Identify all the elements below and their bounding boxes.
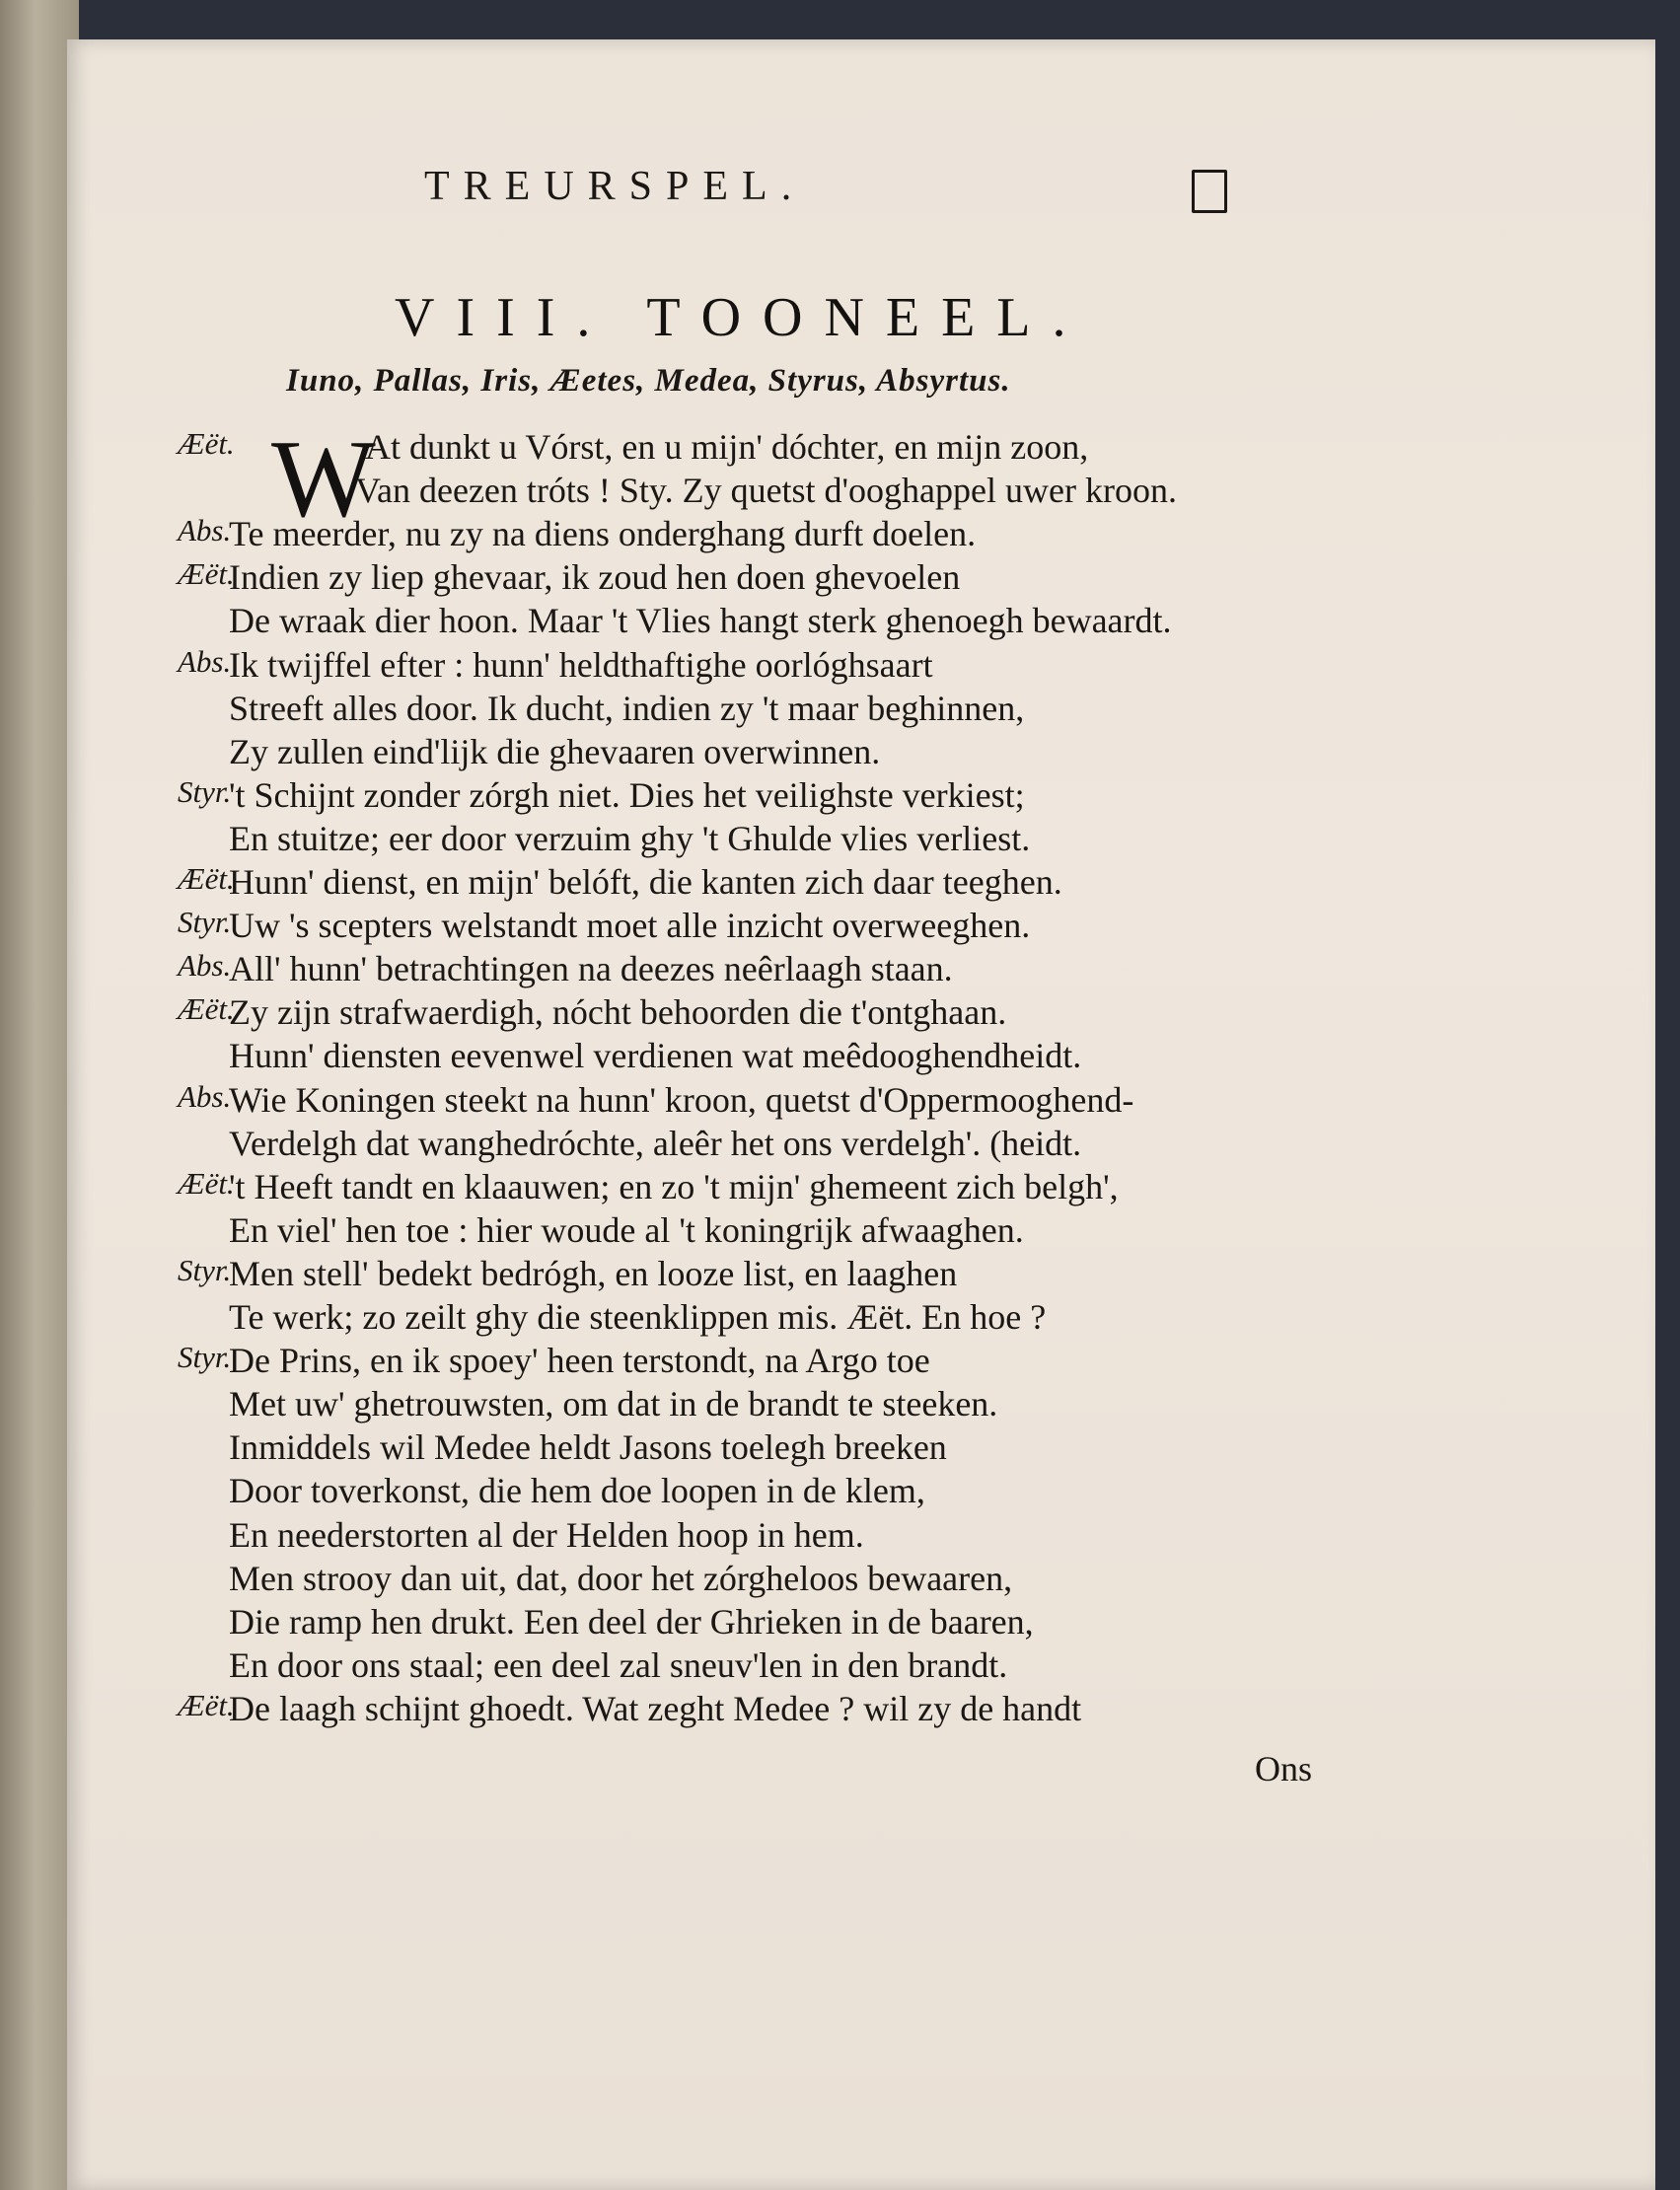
verse-text: Zy zijn strafwaerdigh, nócht behoorden die t'ontghaan. <box>229 992 1007 1033</box>
verse-text: Indien zy liep ghevaar, ik zoud hen doen ghevoelen <box>229 557 961 598</box>
speaker-label: Æët. <box>178 556 235 592</box>
verse-text: Wie Koningen steekt na hunn' kroon, quetst d'Oppermooghend- <box>229 1079 1134 1120</box>
speaker-label: Abs. <box>178 1078 232 1114</box>
verse-text: Inmiddels wil Medee heldt Jasons toelegh breeken <box>229 1427 947 1468</box>
verse-text: En viel' hen toe : hier woude al 't koningrijk afwaaghen. <box>229 1209 1024 1250</box>
scene-title: VIII. TOONEEL. <box>395 287 1088 348</box>
verse-text: De wraak dier hoon. Maar 't Vlies hangt sterk ghenoegh bewaardt. <box>229 601 1172 641</box>
verse-text: Die ramp hen drukt. Een deel der Ghrieken in de baaren, <box>229 1601 1034 1642</box>
verse-text: Men strooy dan uit, dat, door het zórgheloos bewaaren, <box>229 1558 1013 1598</box>
speaker-label: Æët. <box>178 861 235 896</box>
verse-text: 't Schijnt zonder zórgh niet. Dies het veilighste verkiest; <box>229 774 1025 815</box>
verse-text: De Prins, en ik spoey' heen terstondt, na Argo toe <box>229 1341 930 1381</box>
verse-text: Door toverkonst, die hem doe loopen in de klem, <box>229 1471 925 1511</box>
verse-text: En neederstorten al der Helden hoop in hem. <box>229 1514 864 1555</box>
speaker-label: Styr. <box>178 773 232 809</box>
verse-text: At dunkt u Vórst, en u mijn' dóchter, en mijn zoon, <box>365 427 1089 467</box>
speaker-label: Æët. <box>178 1165 235 1201</box>
verse-text: All' hunn' betrachtingen na deezes neêrlaagh staan. <box>229 949 953 989</box>
speaker-label: Styr. <box>178 1252 232 1287</box>
speaker-label: Æët. <box>178 426 235 461</box>
verse-text: Streeft alles door. Ik ducht, indien zy 't maar beghinnen, <box>229 688 1025 728</box>
verse-text: Uw 's scepters welstandt moet alle inzicht overweeghen. <box>229 906 1031 946</box>
speaker-label: Æët. <box>178 1687 235 1722</box>
verse-text: Zy zullen eind'lijk die ghevaaren overwinnen. <box>229 731 881 771</box>
page-corner-mark <box>1192 170 1227 213</box>
verse-text: Te werk; zo zeilt ghy die steenklippen mis. Æët. En hoe ? <box>229 1297 1047 1337</box>
verse-text: Hunn' dienst, en mijn' belóft, die kanten zich daar teeghen. <box>229 862 1062 902</box>
verse-text: Met uw' ghetrouwsten, om dat in de brandt te steeken. <box>229 1384 998 1424</box>
drop-cap: W <box>271 418 376 541</box>
character-list: Iuno, Pallas, Iris, Æetes, Medea, Styrus, Absyrtus. <box>286 363 1011 399</box>
speaker-label: Abs. <box>178 643 232 679</box>
verse-text: De laagh schijnt ghoedt. Wat zeght Medee ? wil zy de handt <box>229 1688 1082 1728</box>
verse-text: Verdelgh dat wanghedróchte, aleêr het ons verdelgh'. (heidt. <box>229 1123 1082 1163</box>
verse-text: Van deezen tróts ! Sty. Zy quetst d'ooghappel uwer kroon. <box>355 471 1177 511</box>
speaker-label: Styr. <box>178 1340 232 1375</box>
speaker-label: Abs. <box>178 948 232 984</box>
speaker-label: Æët. <box>178 991 235 1027</box>
running-head: TREURSPEL. <box>424 164 806 209</box>
verse-text: Hunn' diensten eevenwel verdienen wat meêdooghendheidt. <box>229 1036 1082 1076</box>
verse-text: Men stell' bedekt bedrógh, en looze list, en laaghen <box>229 1253 958 1293</box>
catchword: Ons <box>1255 1749 1313 1788</box>
verse-text: En stuitze; eer door verzuim ghy 't Ghulde vlies verliest. <box>229 818 1031 858</box>
verse-text: Te meerder, nu zy na diens onderghang durft doelen. <box>229 514 977 554</box>
verse-text: En door ons staal; een deel zal sneuv'len in den brandt. <box>229 1644 1008 1685</box>
verse-text: 't Heeft tandt en klaauwen; en zo 't mijn' ghemeent zich belgh', <box>229 1166 1119 1206</box>
speaker-label: Styr. <box>178 905 232 940</box>
speaker-label: Abs. <box>178 513 232 548</box>
verse-text: Ik twijffel efter : hunn' heldthaftighe oorlóghsaart <box>229 644 933 685</box>
